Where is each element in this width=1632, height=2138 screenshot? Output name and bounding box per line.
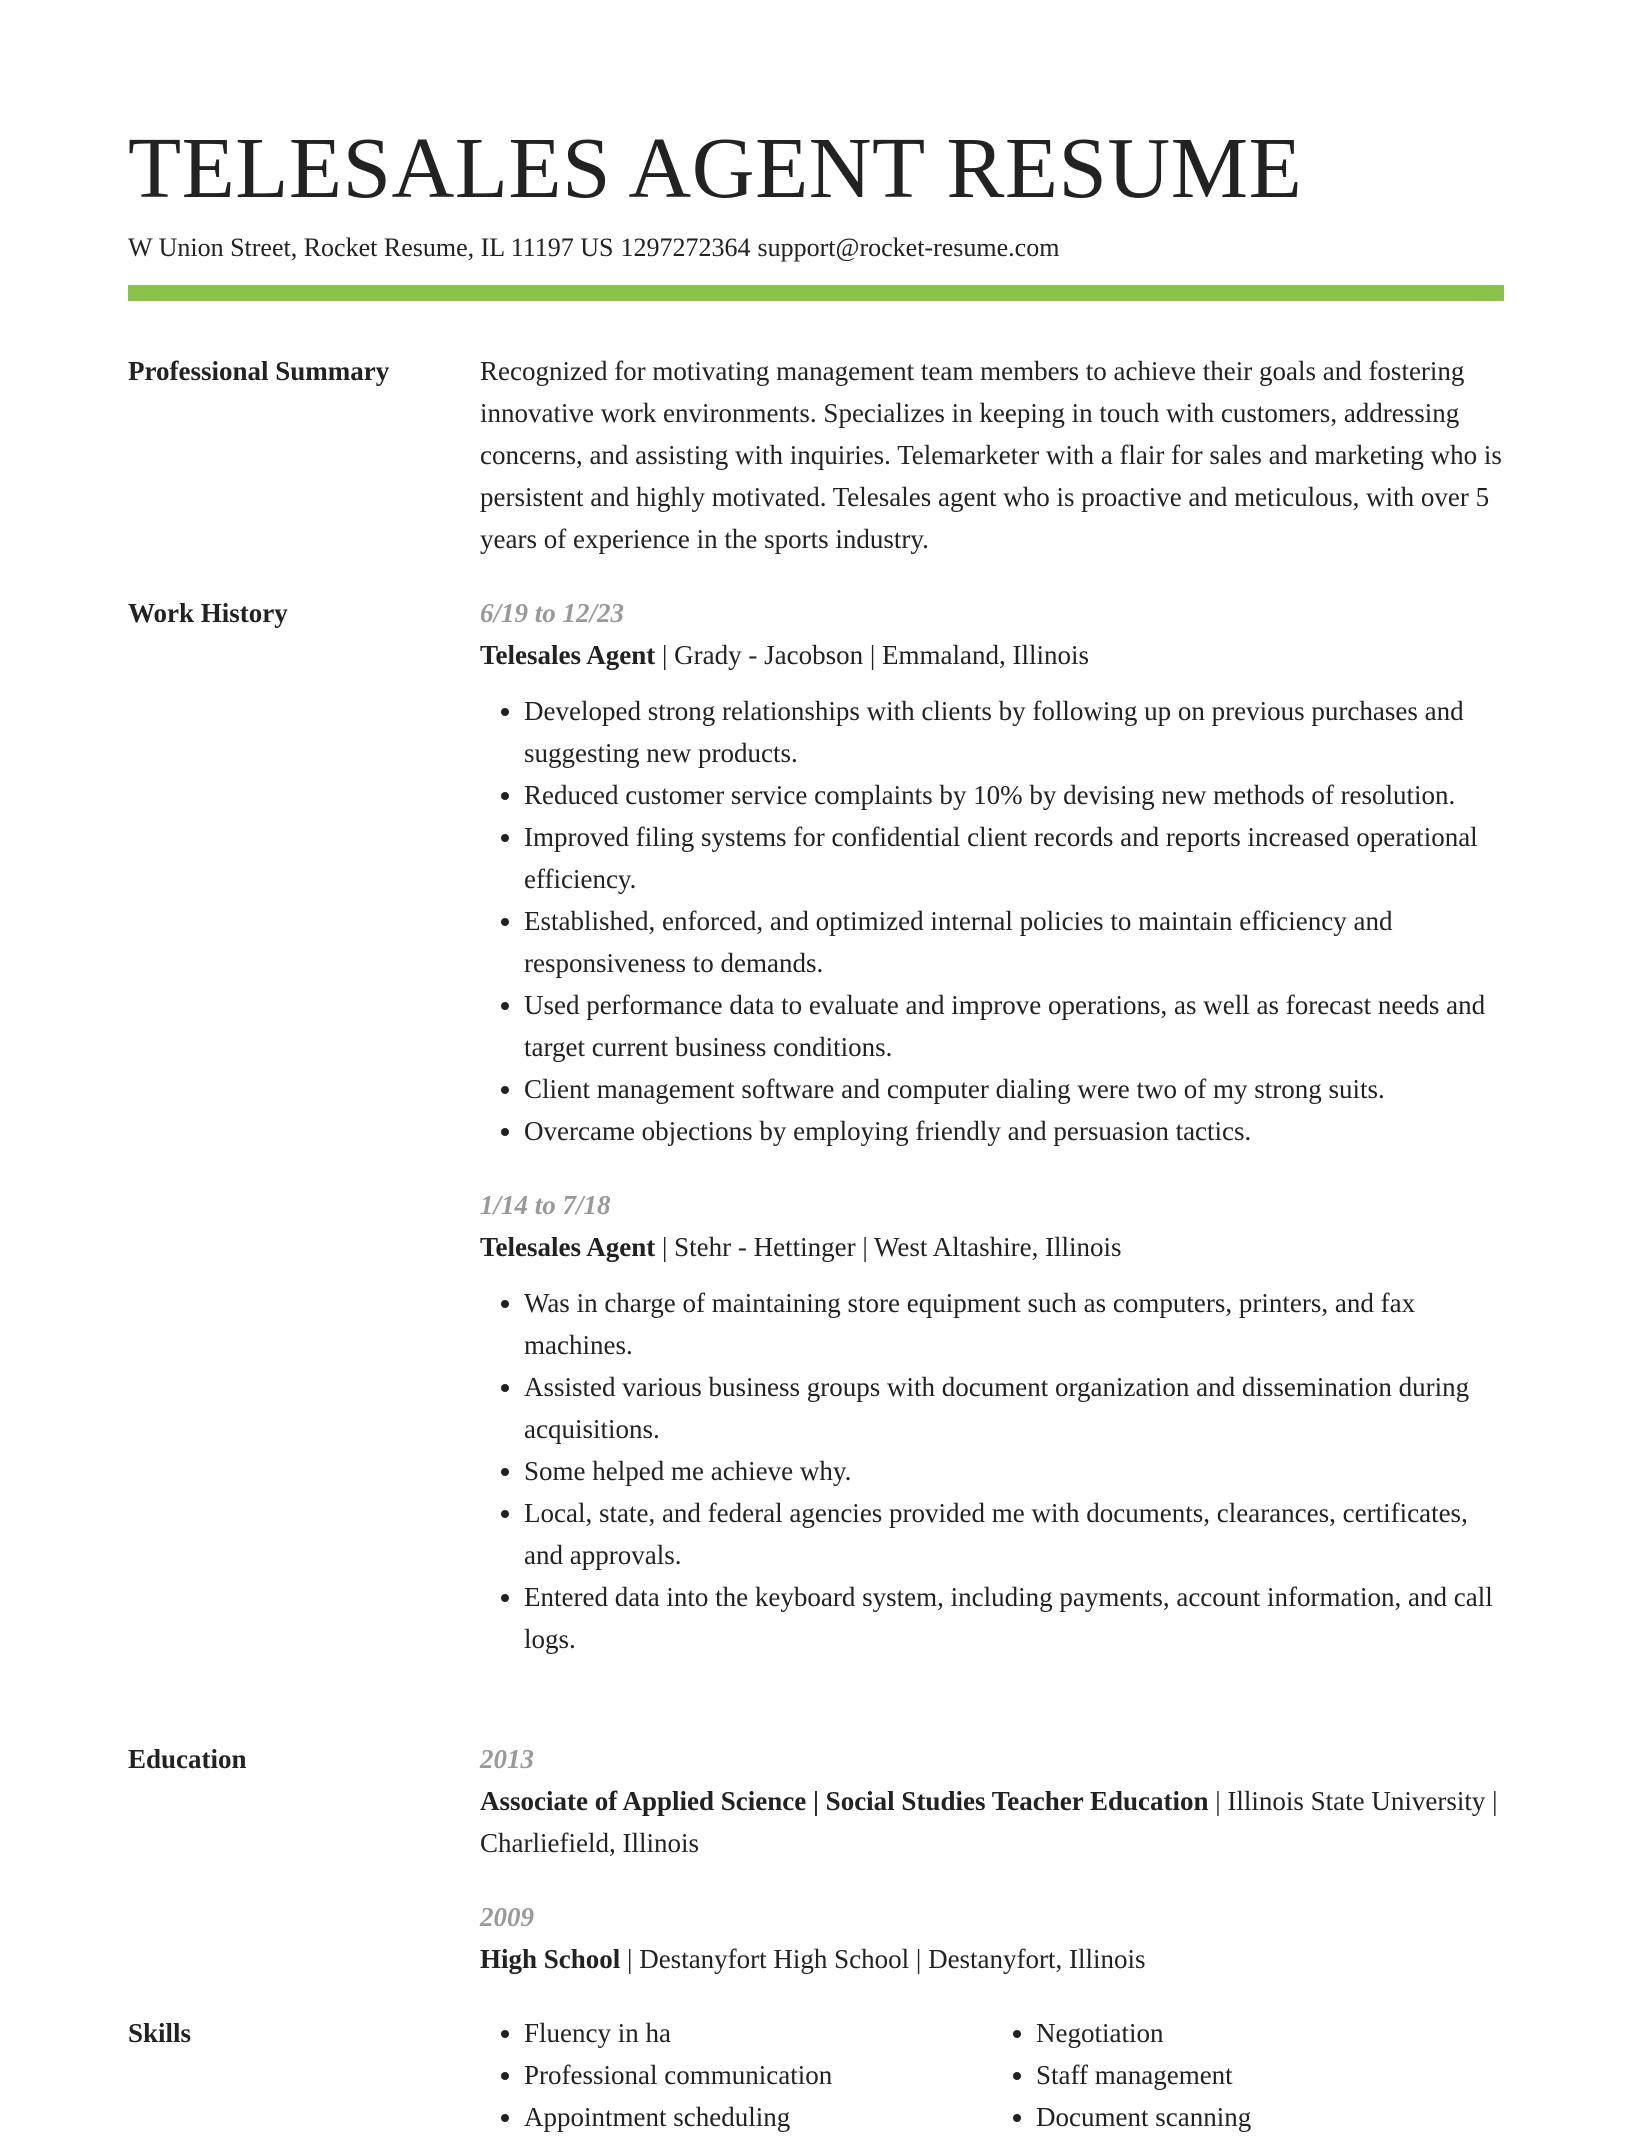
job-bullet: • Some helped me achieve why. — [524, 1450, 1504, 1492]
education-entry — [480, 1896, 1504, 1980]
summary-body — [480, 350, 1504, 560]
job-bullet: • Assisted various business groups with document organization and dissemination during acquisitions. — [524, 1366, 1504, 1450]
skills-column-right — [992, 2012, 1504, 2138]
job-bullets — [480, 1282, 1504, 1660]
education-line — [480, 1938, 1504, 1980]
job-bullet: • Local, state, and federal agencies provided me with documents, clearances, certificates, and approvals. — [524, 1492, 1504, 1576]
job-bullet: • Overcame objections by employing friendly and persuasion tactics. — [524, 1110, 1504, 1152]
summary-label: Professional Summary — [128, 356, 390, 386]
job-title: Telesales Agent — [480, 1232, 656, 1262]
job-details: | Stehr - Hettinger | West Altashire, Illinois — [655, 1232, 1122, 1262]
job-bullet: • Was in charge of maintaining store equipment such as computers, printers, and fax machines. — [524, 1282, 1504, 1366]
job-details: | Grady - Jacobson | Emmaland, Illinois — [655, 640, 1089, 670]
work-history-label: Work History — [128, 598, 288, 628]
header-divider — [128, 285, 1504, 301]
education-details: | Destanyfort High School | Destanyfort, Illinois — [620, 1944, 1146, 1974]
skill-item: • Fluency in ha — [524, 2012, 992, 2054]
contact-line — [128, 230, 1059, 266]
contact-phone: 1297272364 — [620, 233, 751, 262]
skills-label: Skills — [128, 2018, 192, 2048]
education-entry — [480, 1738, 1504, 1864]
job-dates: 6/19 to 12/23 — [480, 598, 625, 628]
job-title: Telesales Agent — [480, 640, 656, 670]
job-entry — [480, 1184, 1504, 1660]
education-details: | Illinois State University | Charliefield, Illinois — [480, 1786, 1498, 1858]
contact-address: W Union Street, Rocket Resume, IL 11197 US — [128, 233, 614, 262]
skill-item: • Document scanning — [1036, 2096, 1504, 2138]
job-entry — [480, 592, 1504, 1152]
education-line — [480, 1780, 1504, 1864]
contact-email: support@rocket-resume.com — [757, 233, 1060, 262]
education-body — [480, 1738, 1504, 1980]
job-bullet: • Established, enforced, and optimized internal policies to maintain efficiency and responsiveness to demands. — [524, 900, 1504, 984]
job-bullet: • Improved filing systems for confidential client records and reports increased operational efficiency. — [524, 816, 1504, 900]
job-bullet: • Developed strong relationships with clients by following up on previous purchases and suggesting new products. — [524, 690, 1504, 774]
summary-text: Recognized for motivating management team members to achieve their goals and fostering innovative work environments. Specializes in keeping in touch with customers, addressing concerns, and assisting with inquiries. Telemarketer with a flair for sales and marketing who is persistent and highly motivated. Telesales agent who is proactive and meticulous, with over 5 years of experience in the sports industry. — [480, 356, 1502, 554]
job-bullet: • Entered data into the keyboard system, including payments, account information, and call logs. — [524, 1576, 1504, 1660]
skill-item: • Negotiation — [1036, 2012, 1504, 2054]
job-dates: 1/14 to 7/18 — [480, 1190, 611, 1220]
resume-title: TELESALES AGENT RESUME — [128, 119, 1303, 216]
skills-column-left — [480, 2012, 992, 2138]
job-role-line — [480, 634, 1504, 676]
job-bullet: • Reduced customer service complaints by 10% by devising new methods of resolution. — [524, 774, 1504, 816]
education-degree: High School — [480, 1944, 621, 1974]
skills-body — [480, 2012, 1504, 2138]
education-year: 2009 — [480, 1902, 534, 1932]
job-bullet: • Client management software and computer dialing were two of my strong suits. — [524, 1068, 1504, 1110]
education-degree: Associate of Applied Science | Social Studies Teacher Education — [480, 1786, 1209, 1816]
skill-item: • Staff management — [1036, 2054, 1504, 2096]
work-history-body — [480, 592, 1504, 1660]
job-role-line — [480, 1226, 1504, 1268]
education-year: 2013 — [480, 1744, 534, 1774]
education-label: Education — [128, 1744, 247, 1774]
job-bullet: • Used performance data to evaluate and improve operations, as well as forecast needs and target current business conditions. — [524, 984, 1504, 1068]
skills-grid — [480, 2012, 1504, 2138]
skill-item: • Appointment scheduling — [524, 2096, 992, 2138]
job-bullets — [480, 690, 1504, 1152]
skill-item: • Professional communication — [524, 2054, 992, 2096]
